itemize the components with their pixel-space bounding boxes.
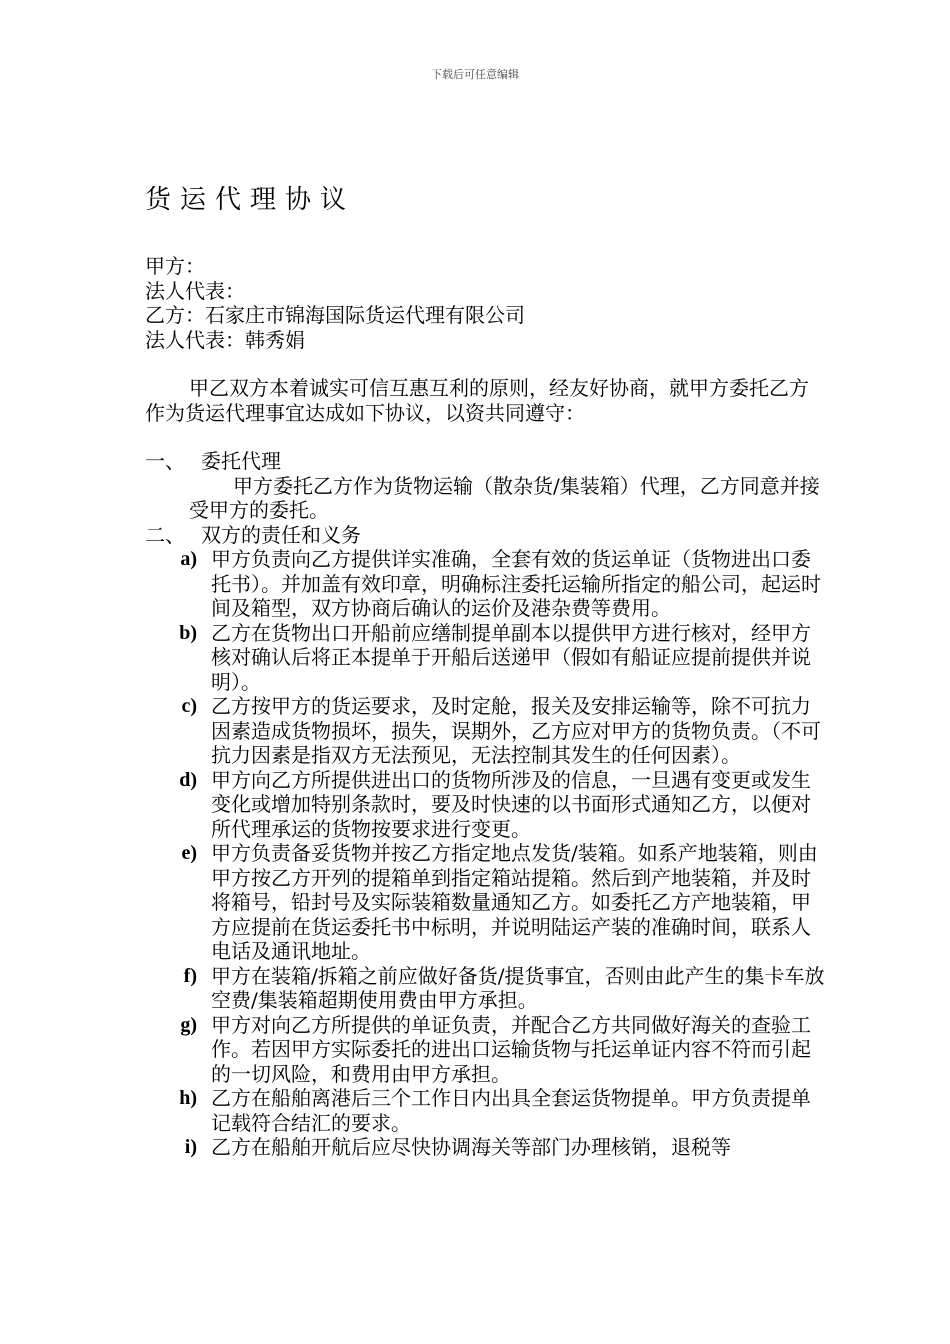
section-1-heading <box>145 449 825 474</box>
list-item-marker: i) <box>184 1136 197 1158</box>
list-item-text: 甲方负责备妥货物并按乙方指定地点发货/装箱。如系产地装箱，则由甲方按乙方开列的提箱单到指定箱站提箱。然后到产地装箱，并及时将箱号，铅封号及实际装箱数量通知乙方。如委托乙方产地装箱，甲方应提前在货运委托书中标明，并说明陆运产装的准确时间，联系人电话及通讯地址。 <box>211 841 818 963</box>
list-item-text: 乙方按甲方的货运要求，及时定舱，报关及安排运输等，除不可抗力因素造成货物损坏，损失，误期外，乙方应对甲方的货物负责。（不可抗力因素是指双方无法预见，无法控制其发生的任何因素）。 <box>211 694 821 767</box>
list-item <box>145 964 825 1013</box>
list-item <box>145 1135 825 1160</box>
list-item-marker: d) <box>179 768 197 791</box>
parties-block <box>145 254 825 352</box>
party-a: 甲方： <box>145 254 205 278</box>
document-title: 货运代理协议 <box>145 185 356 215</box>
section-1-title: 委托代理 <box>201 449 281 473</box>
list-item-marker: e) <box>181 842 197 864</box>
list-item-marker: b) <box>179 621 197 644</box>
list-item <box>145 1086 825 1135</box>
section-1-number: 一、 <box>145 449 185 473</box>
intro-paragraph: 甲乙双方本着诚实可信互惠互利的原则，经友好协商，就甲方委托乙方作为货运代理事宜达成如下协议，以资共同遵守： <box>145 376 809 425</box>
list-item-text: 乙方在船舶开航后应尽快协调海关等部门办理核销，退税等 <box>211 1135 731 1159</box>
section-2-heading <box>145 523 825 548</box>
list-item-text: 甲方在装箱/拆箱之前应做好备货/提货事宜，否则由此产生的集卡车放空费/集装箱超期使用费由甲方承担。 <box>211 963 825 1012</box>
document-page <box>145 176 825 1160</box>
list-item-marker: g) <box>180 1013 197 1036</box>
list-item-text: 甲方对向乙方所提供的单证负责，并配合乙方共同做好海关的查验工作。若因甲方实际委托的进出口运输货物与托运单证内容不符而引起的一切风险，和费用由甲方承担。 <box>211 1012 811 1086</box>
header-note: 下载后可任意编辑 <box>431 68 519 81</box>
section-2 <box>145 523 825 1160</box>
list-item <box>145 841 825 964</box>
section-1-body: 甲方委托乙方作为货物运输（散杂货/集装箱）代理，乙方同意并接受甲方的委托。 <box>189 473 820 522</box>
list-item-marker: a) <box>180 548 197 570</box>
list-item-text: 乙方在货物出口开船前应缮制提单副本以提供甲方进行核对，经甲方核对确认后将正本提单于开船后送递甲（假如有船证应提前提供并说明）。 <box>211 620 811 694</box>
list-item-marker: h) <box>179 1087 197 1109</box>
list-item-text: 甲方向乙方所提供进出口的货物所涉及的信息，一旦遇有变更或发生变化或增加特别条款时，要及时快速的以书面形式通知乙方，以便对所代理承运的货物按要求进行变更。 <box>211 767 811 841</box>
list-item <box>145 694 825 768</box>
party-a-representative: 法人代表： <box>145 278 245 303</box>
list-item <box>145 1013 825 1087</box>
list-item-text: 乙方在船舶离港后三个工作日内出具全套运货物提单。甲方负责提单记载符合结汇的要求。 <box>211 1086 811 1135</box>
list-item <box>145 768 825 842</box>
party-b: 乙方：石家庄市锦海国际货运代理有限公司 <box>145 303 525 327</box>
list-item-text: 甲方负责向乙方提供详实准确，全套有效的货运单证（货物进出口委托书）。并加盖有效印章，明确标注委托运输所指定的船公司，起运时间及箱型，双方协商后确认的运价及港杂费等费用。 <box>211 547 821 620</box>
section-2-number: 二、 <box>145 522 185 547</box>
list-item <box>145 547 825 621</box>
section-2-title: 双方的责任和义务 <box>201 522 361 547</box>
list-item-marker: c) <box>181 695 197 717</box>
list-item <box>145 621 825 695</box>
party-b-representative: 法人代表：韩秀娟 <box>145 327 305 352</box>
list-item-marker: f) <box>183 964 197 987</box>
section-1 <box>145 449 825 523</box>
section-2-items <box>145 547 825 1160</box>
